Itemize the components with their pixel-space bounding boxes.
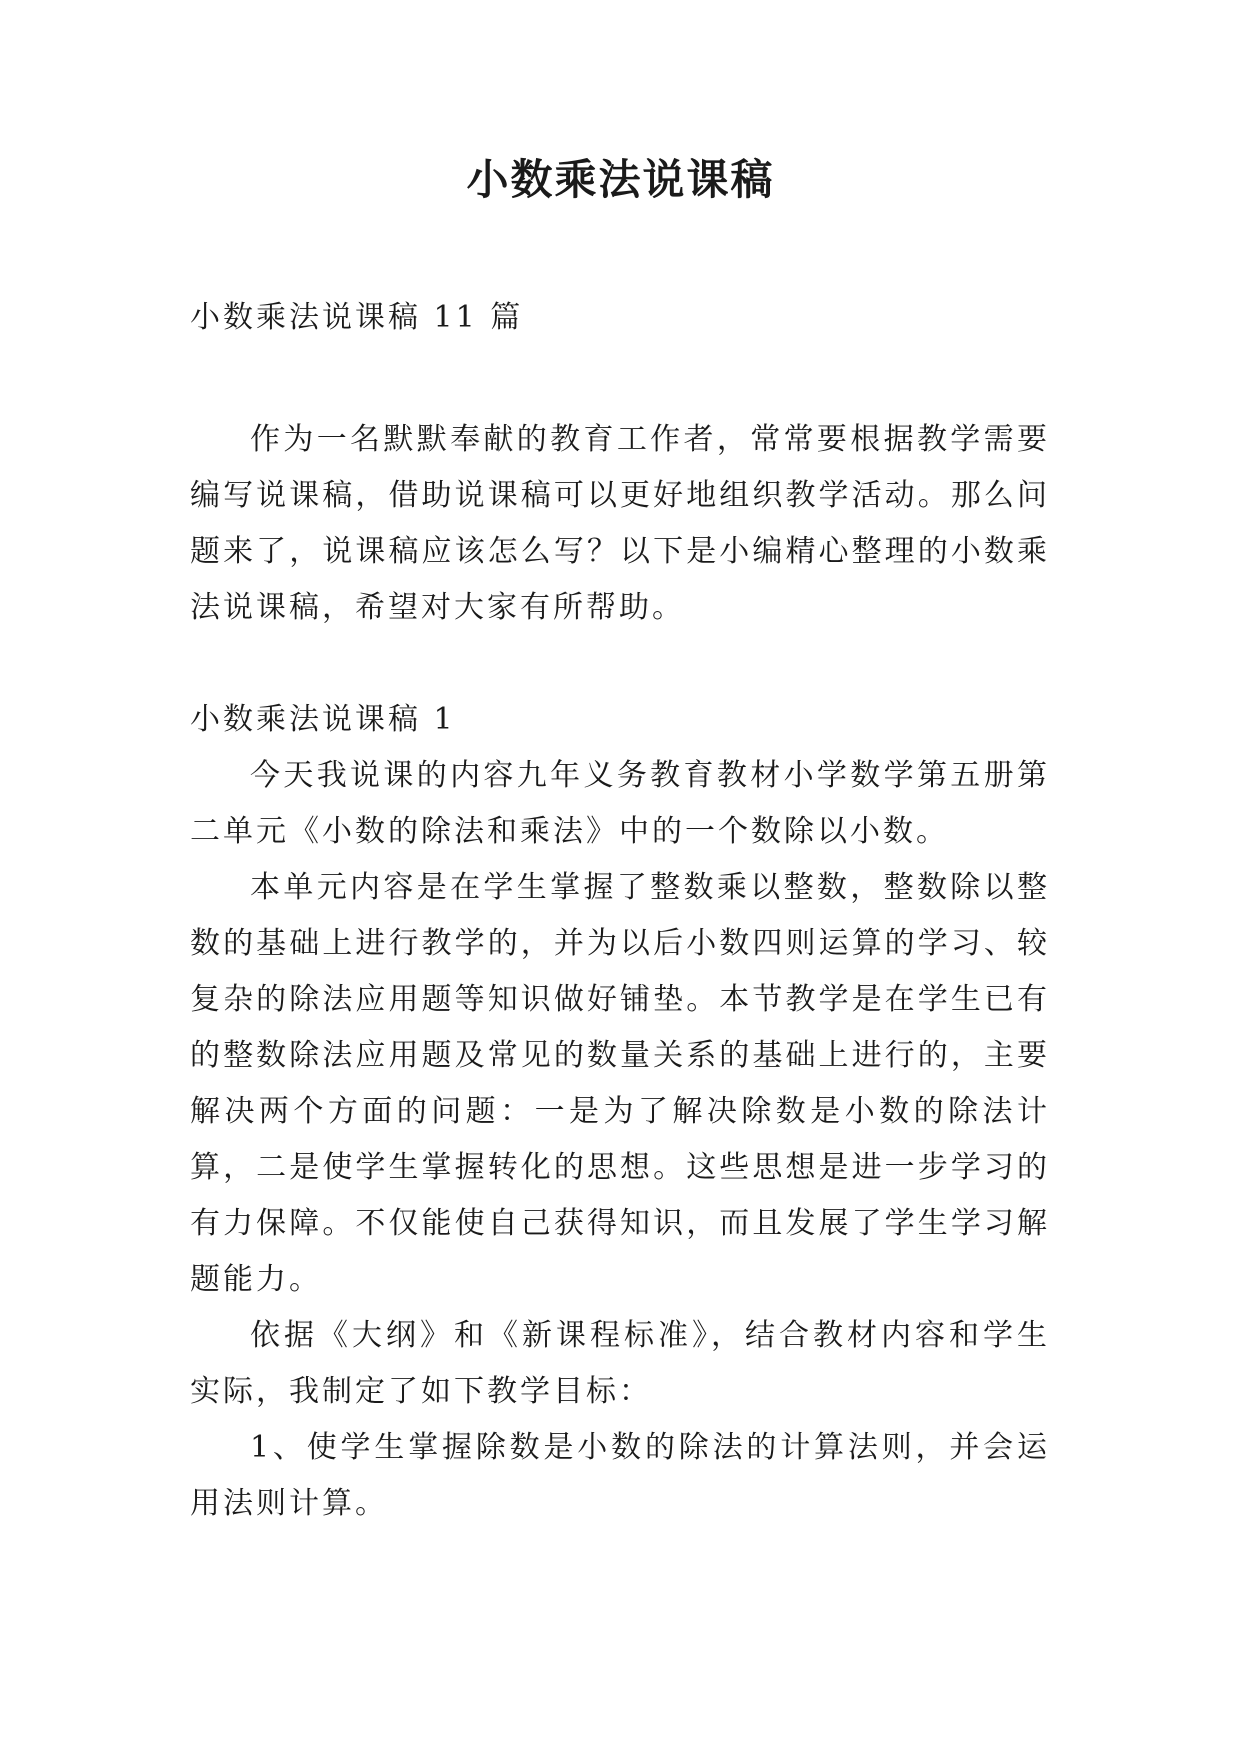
- spacer: [190, 636, 1050, 692]
- body-paragraph: 本单元内容是在学生掌握了整数乘以整数，整数除以整数的基础上进行教学的，并为以后小数四则运算的学习、较复杂的除法应用题等知识做好铺垫。本节教学是在学生已有的整数除法应用题及常见的数量关系的基础上进行的，主要解决两个方面的问题：一是为了解决除数是小数的除法计算，二是使学生掌握转化的思想。这些思想是进一步学习的有力保障。不仅能使自己获得知识，而且发展了学生学习解题能力。: [190, 870, 1050, 1297]
- body-paragraph: 1、使学生掌握除数是小数的除法的计算法则，并会运用法则计算。: [190, 1430, 1050, 1521]
- document-body: [190, 290, 1050, 1532]
- document-subtitle: 小数乘法说课稿 11 篇: [190, 300, 524, 335]
- body-paragraph: 依据《大纲》和《新课程标准》，结合教材内容和学生实际，我制定了如下教学目标：: [190, 1318, 1050, 1409]
- spacer: [190, 346, 1050, 412]
- intro-paragraph: 作为一名默默奉献的教育工作者，常常要根据教学需要编写说课稿，借助说课稿可以更好地组织教学活动。那么问题来了，说课稿应该怎么写？以下是小编精心整理的小数乘法说课稿，希望对大家有所帮助。: [190, 422, 1050, 625]
- body-paragraph: 今天我说课的内容九年义务教育教材小学数学第五册第二单元《小数的除法和乘法》中的一个数除以小数。: [190, 758, 1050, 849]
- section-heading: 小数乘法说课稿 1: [190, 702, 456, 737]
- document-title: 小数乘法说课稿: [466, 155, 775, 204]
